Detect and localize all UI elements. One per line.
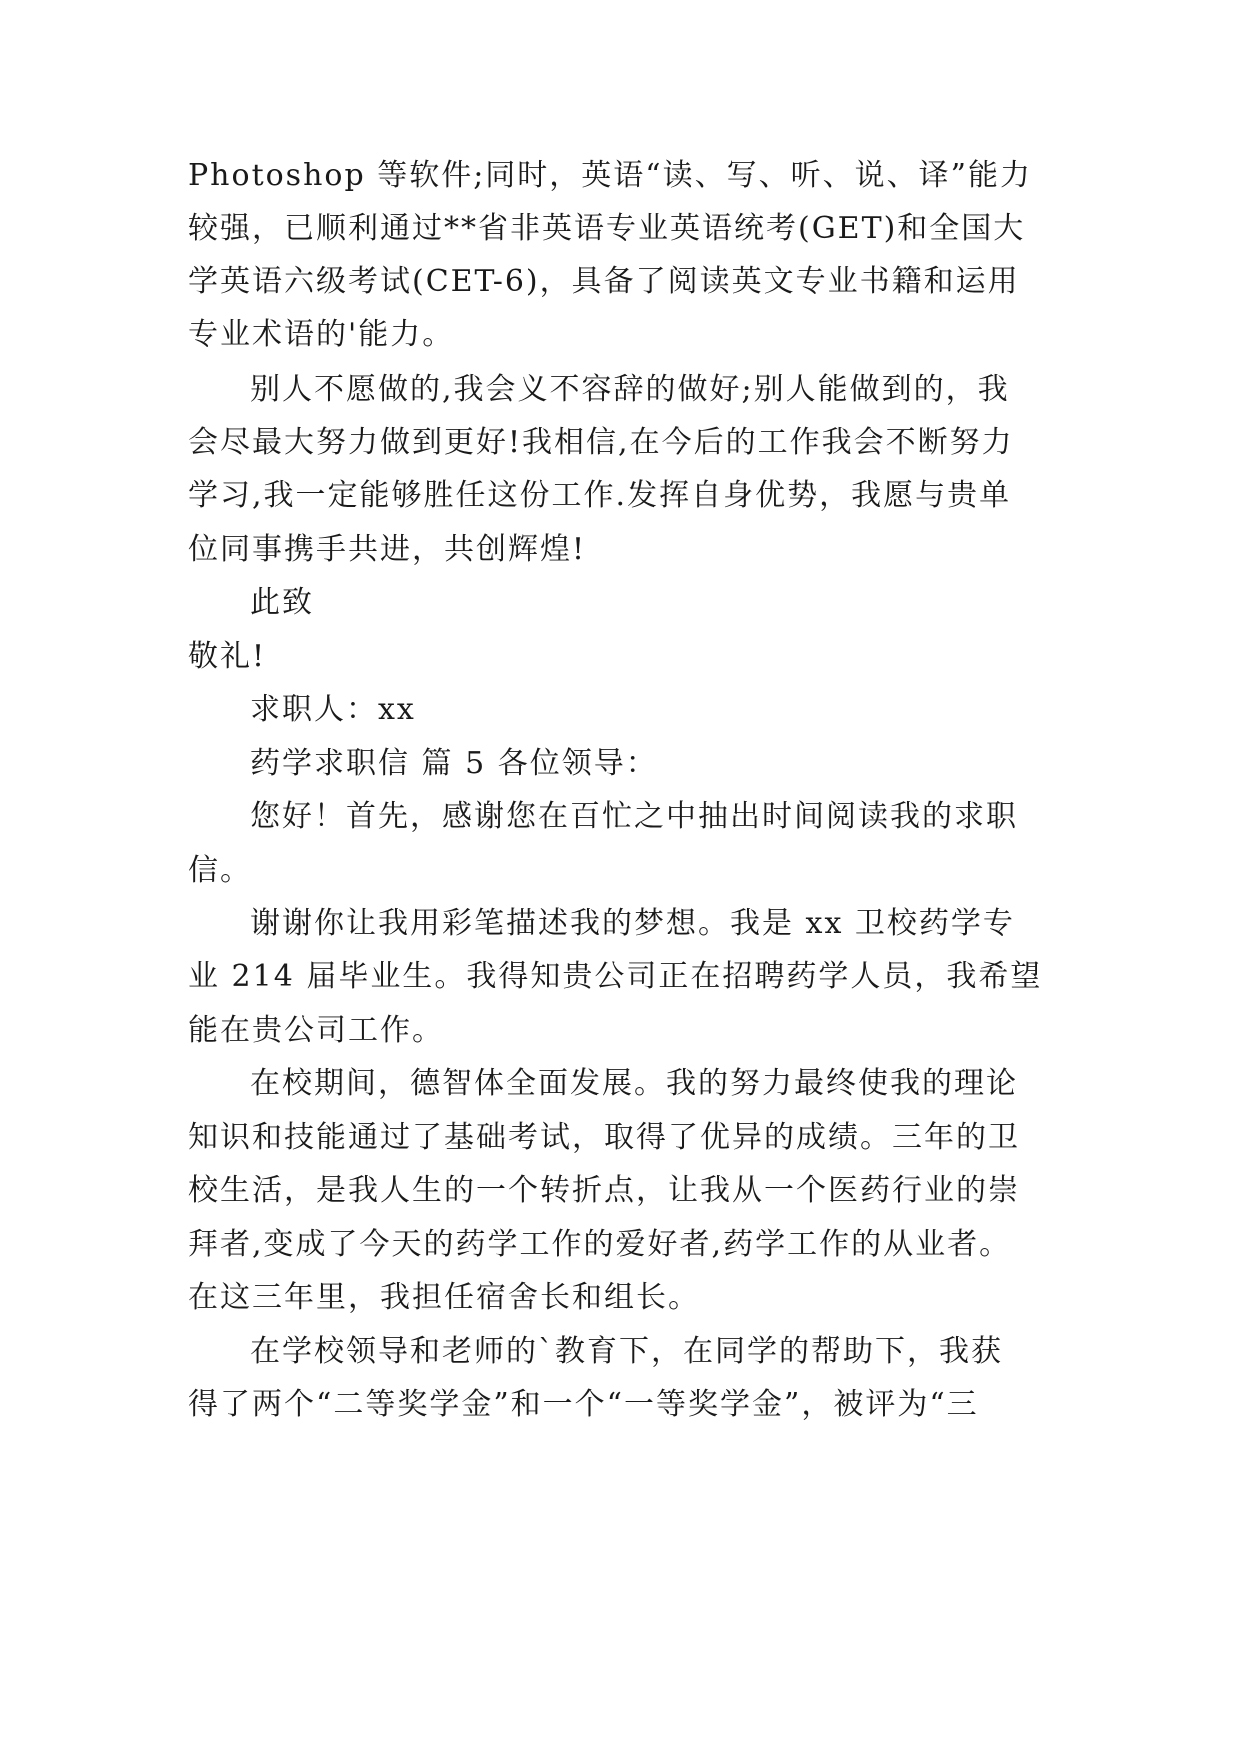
- text-line: 知识和技能通过了基础考试，取得了优异的成绩。三年的卫: [188, 1120, 1020, 1155]
- text-line: 您好！首先，感谢您在百忙之中抽出时间阅读我的求职: [250, 799, 1018, 834]
- text-line: 在学校领导和老师的`教育下，在同学的帮助下，我获: [250, 1334, 1003, 1369]
- text-line: 学英语六级考试(CET-6)，具备了阅读英文专业书籍和运用: [188, 264, 1020, 299]
- text-line: 此致: [250, 585, 314, 620]
- text-line: 专业术语的'能力。: [188, 317, 455, 352]
- text-line: 能在贵公司工作。: [188, 1013, 444, 1048]
- text-line: 得了两个“二等奖学金”和一个“一等奖学金”，被评为“三: [188, 1387, 979, 1422]
- text-line: 在校期间，德智体全面发展。我的努力最终使我的理论: [250, 1066, 1018, 1101]
- text-line: 业 214 届毕业生。我得知贵公司正在招聘药学人员，我希望: [188, 959, 1043, 994]
- text-line: 谢谢你让我用彩笔描述我的梦想。我是 xx 卫校药学专: [250, 906, 1015, 941]
- text-line: 信。: [188, 853, 252, 888]
- text-line: Photoshop 等软件;同时，英语“读、写、听、说、译”能力: [188, 158, 1032, 193]
- text-line: 较强，已顺利通过**省非英语专业英语统考(GET)和全国大: [188, 211, 1026, 246]
- text-line: 拜者,变成了今天的药学工作的爱好者,药学工作的从业者。: [188, 1227, 1012, 1262]
- text-line: 校生活，是我人生的一个转折点，让我从一个医药行业的崇: [188, 1173, 1020, 1208]
- text-line: 求职人：xx: [250, 692, 416, 727]
- text-line: 会尽最大努力做到更好!我相信,在今后的工作我会不断努力: [188, 425, 1014, 460]
- text-line: 别人不愿做的,我会义不容辞的做好;别人能做到的，我: [250, 372, 1010, 407]
- text-line: 位同事携手共进，共创辉煌!: [188, 532, 587, 567]
- text-line: 药学求职信 篇 5 各位领导：: [250, 746, 658, 781]
- text-line: 敬礼!: [188, 639, 267, 674]
- text-line: 学习,我一定能够胜任这份工作.发挥自身优势，我愿与贵单: [188, 478, 1012, 513]
- text-line: 在这三年里，我担任宿舍长和组长。: [188, 1280, 700, 1315]
